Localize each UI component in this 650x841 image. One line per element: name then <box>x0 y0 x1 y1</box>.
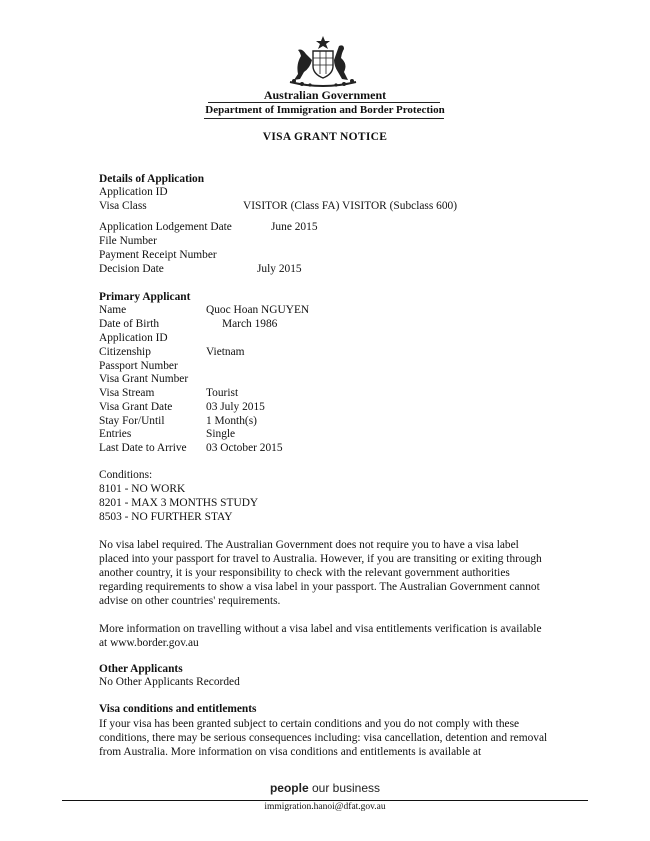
decision-date-value: July 2015 <box>257 263 302 275</box>
visa-stream-label: Visa Stream <box>99 387 155 399</box>
stay-label: Stay For/Until <box>99 415 165 427</box>
lodgement-date-value: June 2015 <box>271 221 318 233</box>
lodgement-date-label: Application Lodgement Date <box>99 221 232 233</box>
last-date-label: Last Date to Arrive <box>99 442 187 454</box>
dob-label: Date of Birth <box>99 318 160 330</box>
details-heading: Details of Application <box>99 173 205 185</box>
condition-item: 8201 - MAX 3 MONTHS STUDY <box>99 497 259 509</box>
notice-title: VISA GRANT NOTICE <box>262 131 388 143</box>
entries-value: Single <box>206 428 236 440</box>
department-underline <box>204 118 444 119</box>
primary-application-id-label: Application ID <box>99 332 168 344</box>
other-applicants-text: No Other Applicants Recorded <box>99 676 240 688</box>
footer-brand <box>0 781 650 795</box>
last-date-value: 03 October 2015 <box>206 442 283 454</box>
dob-value: March 1986 <box>222 318 278 330</box>
visa-class-value: VISITOR (Class FA) VISITOR (Subclass 600) <box>243 200 458 212</box>
government-name: Australian Government <box>263 88 387 102</box>
payment-receipt-label: Payment Receipt Number <box>99 249 217 261</box>
file-number-label: File Number <box>99 235 157 247</box>
stay-value: 1 Month(s) <box>206 415 257 427</box>
entitlements-paragraph: If your visa has been granted subject to certain conditions and you do not comply with these conditions, there may be serious consequences including: visa cancellation, detention and removal from Australia. More information on visa conditions and entitlements is available at <box>99 718 548 758</box>
footer-brand-rest: our business <box>308 781 381 795</box>
condition-item: 8503 - NO FURTHER STAY <box>99 511 233 523</box>
entries-label: Entries <box>99 428 132 440</box>
primary-applicant-heading: Primary Applicant <box>99 291 191 303</box>
other-applicants-heading: Other Applicants <box>99 663 183 675</box>
application-id-label: Application ID <box>99 186 168 198</box>
citizenship-label: Citizenship <box>99 346 151 358</box>
footer-brand-strong: people <box>269 781 309 795</box>
footer-rule <box>62 800 588 801</box>
name-label: Name <box>99 304 127 316</box>
header-rule <box>208 102 440 103</box>
visa-class-label: Visa Class <box>99 200 147 212</box>
name-value: Quoc Hoan NGUYEN <box>206 304 310 316</box>
conditions-heading: Conditions: <box>99 469 153 481</box>
department-name: Department of Immigration and Border Protection <box>205 104 445 116</box>
coat-of-arms-icon <box>284 34 362 90</box>
condition-item: 8101 - NO WORK <box>99 483 186 495</box>
passport-number-label: Passport Number <box>99 360 178 372</box>
visa-grant-date-value: 03 July 2015 <box>206 401 265 413</box>
decision-date-label: Decision Date <box>99 263 164 275</box>
more-info-paragraph: More information on travelling without a visa label and visa entitlements verification is available at www.border.gov.au <box>99 623 542 649</box>
visa-stream-value: Tourist <box>206 387 239 399</box>
citizenship-value: Vietnam <box>206 346 245 358</box>
visa-label-paragraph: No visa label required. The Australian Government does not require you to have a visa label placed into your passport for travel to Australia. However, if you are transiting or exiting through another country, it is your responsibility to check with the relevant government authorities regarding requirements to show a visa label in your passport. The Australian Government cannot advise on other countries' requirements. <box>99 539 542 607</box>
visa-grant-date-label: Visa Grant Date <box>99 401 173 413</box>
footer-email: immigration.hanoi@dfat.gov.au <box>264 802 386 812</box>
visa-grant-number-label: Visa Grant Number <box>99 373 189 385</box>
entitlements-heading: Visa conditions and entitlements <box>99 703 257 715</box>
